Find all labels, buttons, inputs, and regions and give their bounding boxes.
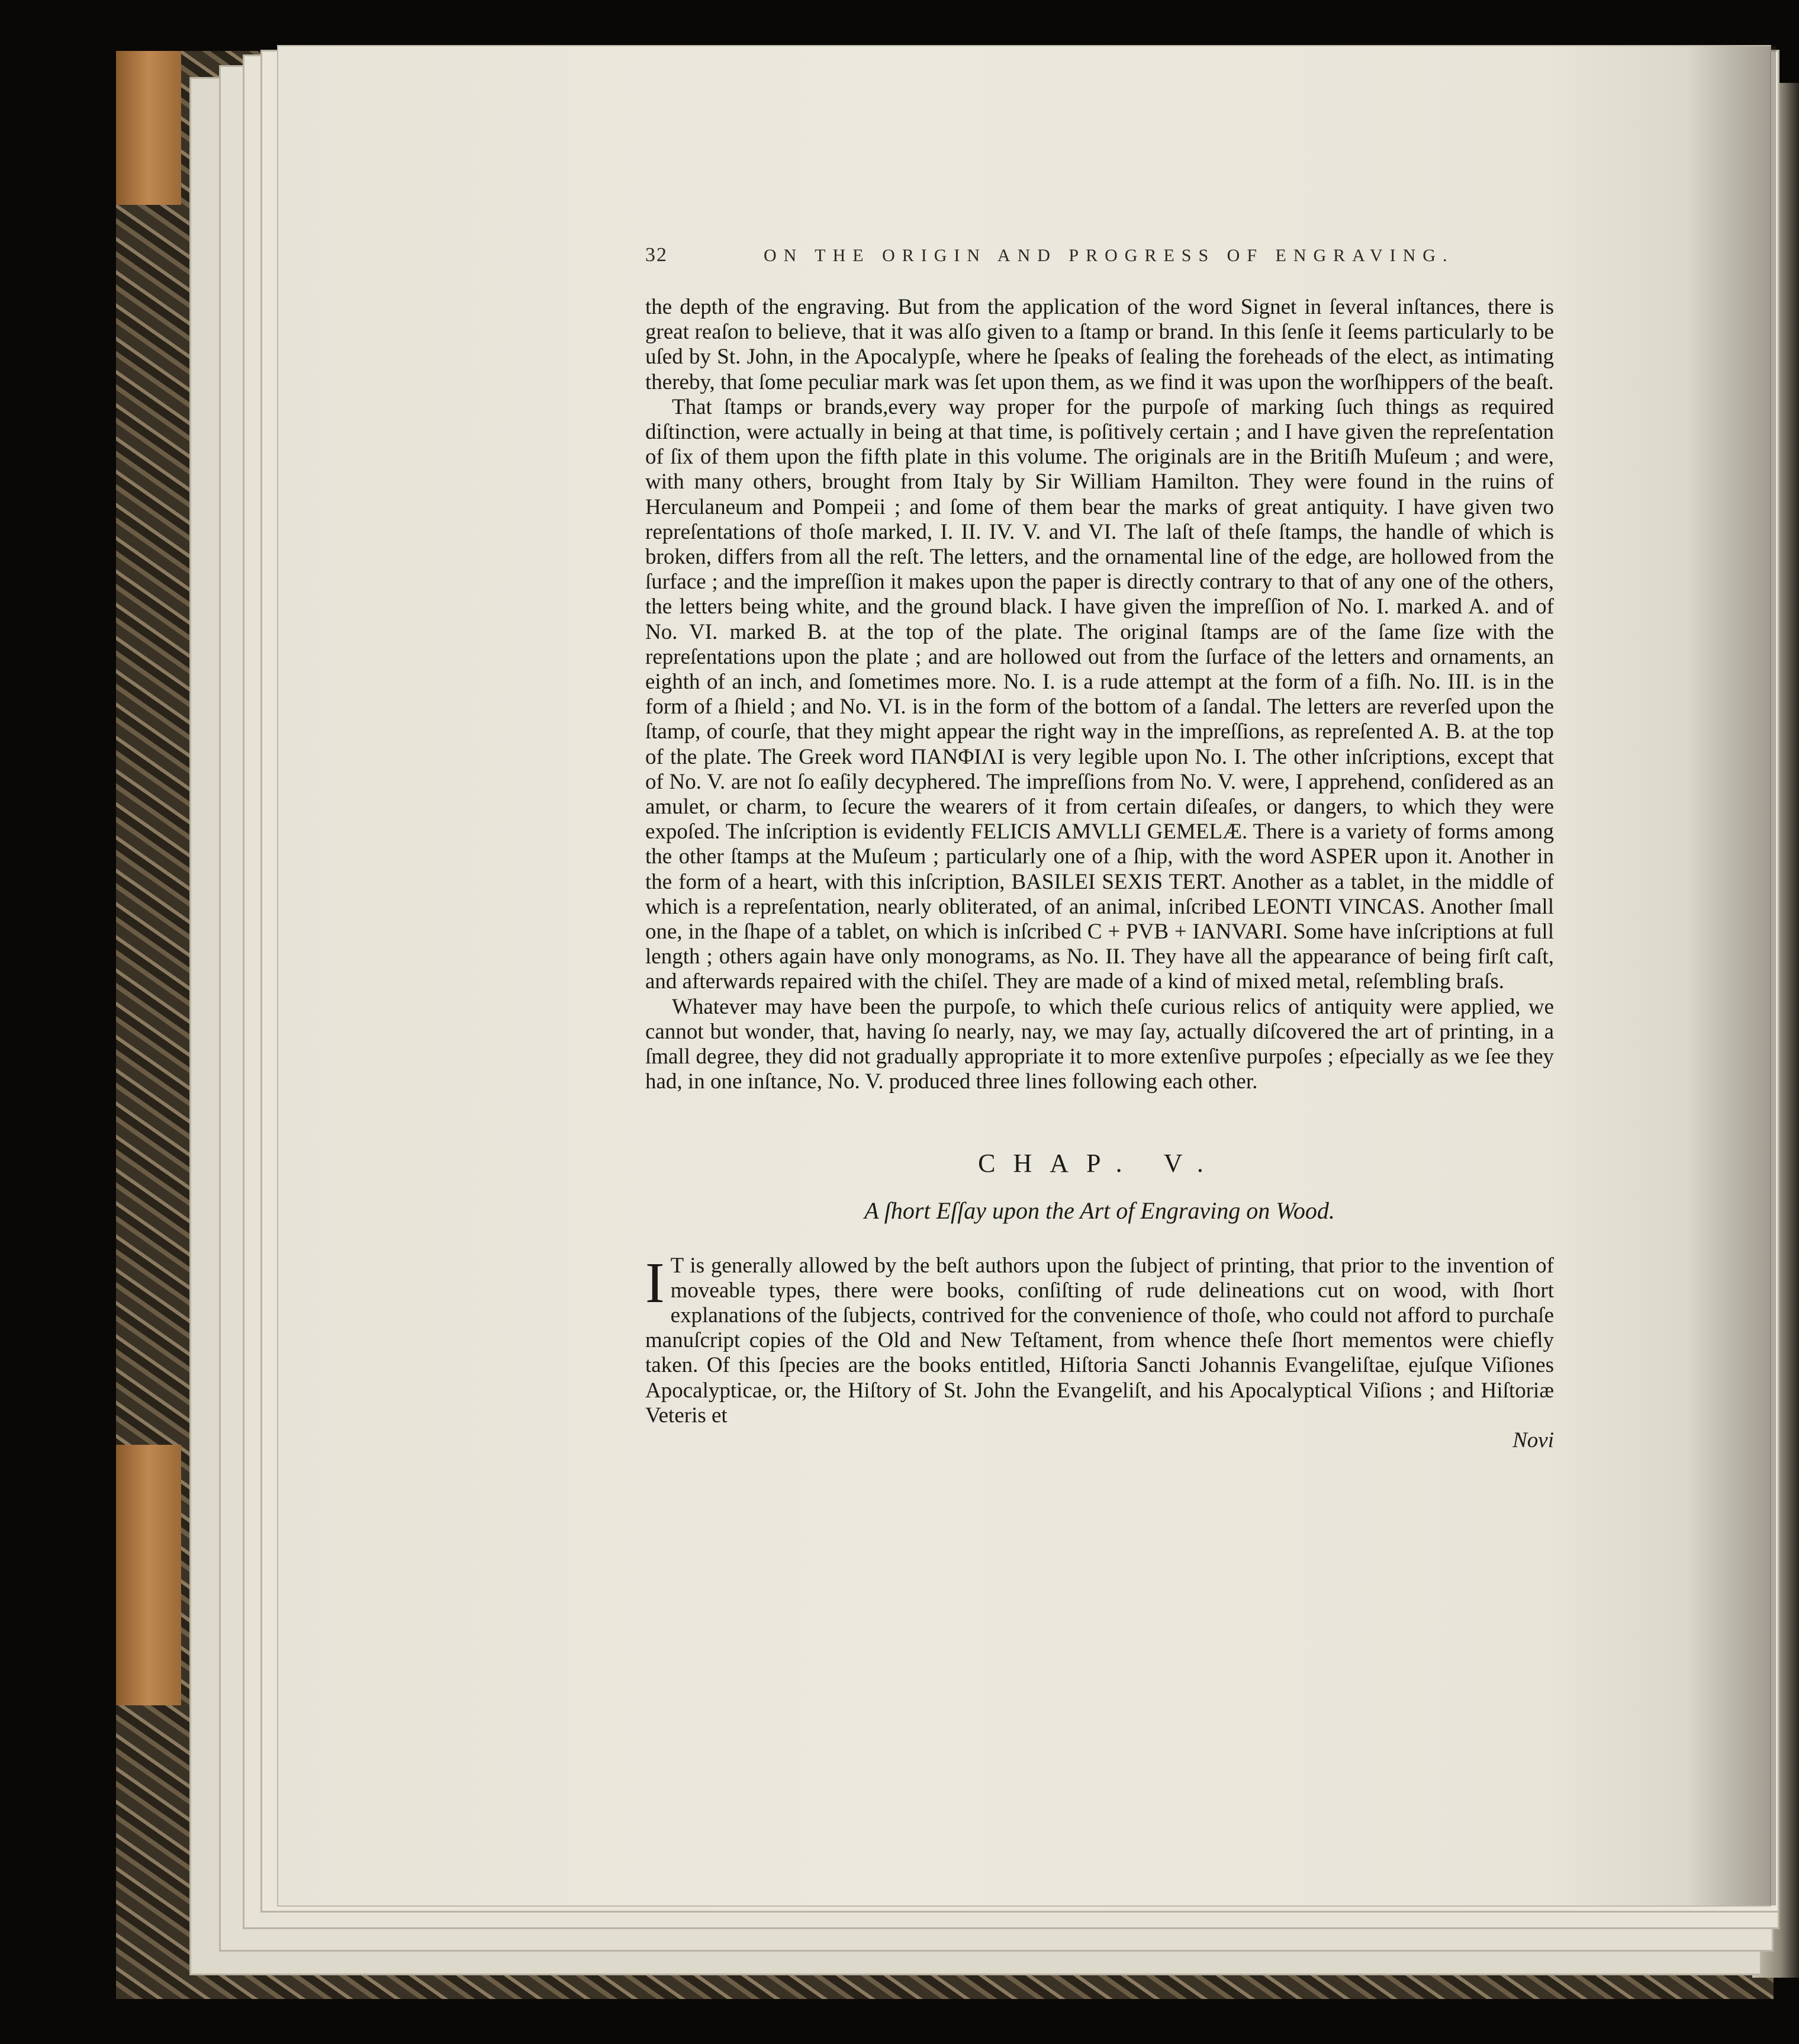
paragraph: That ſtamps or brands,every way proper for the purpoſe of marking ſuch things as required diſtinction, were actually in being at that time, is poſitively certain ; and I have given the repreſentation of ſix of them upon the fifth plate in this volume. The originals are in the Britiſh Muſeum ; and were, with many others, brought from Italy by Sir William Hamilton. They were found in the ruins of Herculaneum and Pompeii ; and ſome of them bear the marks of great antiquity. I have given two repreſentations of thoſe marked, I. II. IV. V. and VI. The laſt of theſe ſtamps, the handle of which is broken, differs from all the reſt. The letters, and the ornamental line of the edge, are hollowed from the ſurface ; and the impreſſion it makes upon the paper is directly contrary to that of any one of the others, the letters being white, and the ground black. I have given the impreſſion of No. I. marked A. and of No. VI. marked B. at the top of the plate. The original ſtamps are of the ſame ſize with the repreſentations upon the plate ; and are hollowed out from the ſurface of the letters and ornaments, an eighth of an inch, and ſometimes more. No. I. is a rude attempt at the form of a fiſh. No. III. is in the form of a ſhield ; and No. VI. is in the form of the bottom of a ſandal. The letters are reverſed upon the ſtamp, of courſe, that they might appear the right way in the impreſſions, as repreſented A. B. at the top of the plate. The Greek word ΠΑΝΦΙΛΙ is very legible upon No. I. The other inſcriptions, except that of No. V. are not ſo eaſily decyphered. The impreſſions from No. V. were, I apprehend, conſidered as an amulet, or charm, to ſecure the wearers of it from certain diſeaſes, or dangers, to which they were expoſed. The inſcription is evidently FELICIS AMVLLI GEMELÆ. There is a variety of forms among the other ſtamps at the Muſeum ; particularly one of a ſhip, with the word ASPER upon it. Another in the form of a heart, with this inſcription, BASILEI SEXIS TERT. Another as a tablet, in the middle of which is a repreſentation, nearly obliterated, of an animal, inſcribed LEONTI VINCAS. Another ſmall one, in the ſhape of a tablet, on which is inſcribed C + PVB + IANVARI. Some have inſcriptions at full length ; others again have only monograms, as No. II. They have all the appearance of being firſt caſt, and afterwards repaired with the chiſel. They are made of a kind of mixed metal, reſembling braſs. (645, 394, 1554, 994)
text-block (645, 244, 1554, 1453)
catchword: Novi (1512, 1428, 1554, 1452)
leather-spine-top (116, 51, 181, 205)
running-title: ON THE ORIGIN AND PROGRESS OF ENGRAVING. (764, 246, 1454, 265)
running-head (645, 244, 1554, 279)
paragraph: Whatever may have been the purpoſe, to which theſe curious relics of antiquity were applied, we cannot but wonder, that, having ſo nearly, nay, we may ſay, actually diſcovered the art of printing, in a ſmall degree, they did not gradually appropriate it to more extenſive purpoſes ; eſpecially as we ſee they had, in one inſtance, No. V. produced three lines following each other. (645, 994, 1554, 1094)
chapter-subtitle: A ſhort Eſſay upon the Art of Engraving on Wood. (864, 1197, 1335, 1224)
leather-spine-bottom (116, 1445, 181, 1705)
page-gutter-shadow (1687, 46, 1776, 1905)
page-number: 32 (645, 244, 668, 266)
chapter-heading: CHAP. V. (978, 1148, 1221, 1178)
chapter-first-paragraph-text: T is generally allowed by the beſt authors upon the ſubject of printing, that prior to the invention of moveable types, there were books, conſiſting of rude delineations cut on wood, with ſhort explanations of the ſubjects, contrived for the convenience of thoſe, who could not afford to purchaſe manuſcript copies of the Old and New Teſtament, from whence theſe ſhort mementos were chiefly taken. Of this ſpecies are the books entitled, Hiſtoria Sancti Johannis Evangeliſtae, ejuſque Viſiones Apocalypticae, or, the Hiſtory of St. John the Evangeliſt, and his Apocalyptical Viſions ; and Hiſtoriæ Veteris et (645, 1253, 1554, 1428)
chapter-first-paragraph (645, 1251, 1554, 1428)
paragraph: the depth of the engraving. But from the application of the word Signet in ſeveral inſtances, there is great reaſon to believe, that it was alſo given to a ſtamp or brand. In this ſenſe it ſeems particularly to be uſed by St. John, in the Apocalypſe, where he ſpeaks of ſealing the foreheads of the elect, as intimating thereby, that ſome peculiar mark was ſet upon them, as we find it was upon the worſhippers of the beaſt. (645, 295, 1554, 394)
drop-cap: I (645, 1251, 665, 1315)
